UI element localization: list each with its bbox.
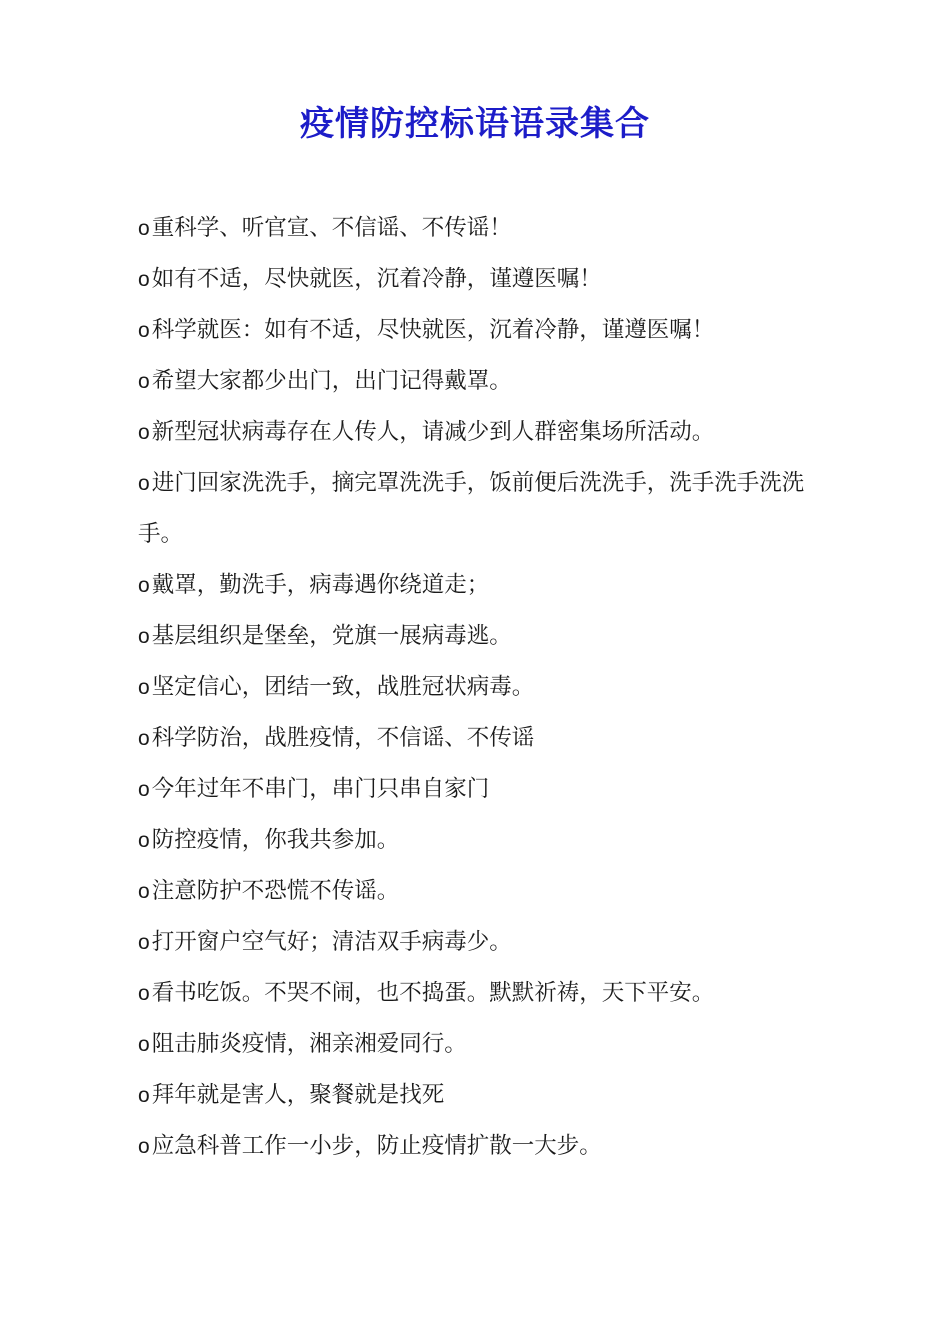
slogan-text: 打开窗户空气好；清洁双手病毒少。 — [151, 929, 512, 955]
list-item — [138, 1070, 838, 1121]
slogan-text: 戴罩，勤洗手，病毒遇你绕道走； — [151, 572, 490, 598]
slogan-text: 希望大家都少出门，出门记得戴罩。 — [151, 368, 512, 394]
slogan-text: 新型冠状病毒存在人传人，请减少到人群密集场所活动。 — [151, 419, 715, 445]
list-item — [138, 458, 838, 560]
bullet-marker: o — [138, 829, 150, 852]
bullet-marker: o — [138, 778, 150, 801]
slogan-text: 拜年就是害人，聚餐就是找死 — [151, 1082, 445, 1108]
list-item — [138, 203, 838, 254]
list-item — [138, 560, 838, 611]
bullet-marker: o — [138, 727, 150, 750]
list-item — [138, 662, 838, 713]
bullet-marker: o — [138, 1084, 150, 1107]
list-item — [138, 917, 838, 968]
list-item — [138, 815, 838, 866]
slogan-text: 如有不适，尽快就医，沉着冷静，谨遵医嘱！ — [151, 266, 602, 292]
list-item — [138, 968, 838, 1019]
bullet-marker: o — [138, 982, 150, 1005]
list-item — [138, 713, 838, 764]
list-item — [138, 764, 838, 815]
bullet-marker: o — [138, 931, 150, 954]
list-item — [138, 866, 838, 917]
bullet-marker: o — [138, 370, 150, 393]
slogan-text: 重科学、听官宣、不信谣、不传谣！ — [151, 215, 512, 241]
bullet-marker: o — [138, 319, 150, 342]
list-item — [138, 1121, 838, 1172]
document-title: 疫情防控标语语录集合 — [300, 104, 650, 144]
slogan-text: 应急科普工作一小步，防止疫情扩散一大步。 — [151, 1133, 602, 1159]
slogan-text: 注意防护不恐慌不传谣。 — [151, 878, 400, 904]
list-item — [138, 1019, 838, 1070]
slogan-text: 阻击肺炎疫情，湘亲湘爱同行。 — [151, 1031, 467, 1057]
slogan-list — [138, 203, 838, 1172]
bullet-marker: o — [138, 625, 150, 648]
slogan-text: 防控疫情，你我共参加。 — [151, 827, 400, 853]
slogan-text: 坚定信心，团结一致，战胜冠状病毒。 — [151, 674, 535, 700]
bullet-marker: o — [138, 268, 150, 291]
slogan-text: 科学就医：如有不适，尽快就医，沉着冷静，谨遵医嘱！ — [151, 317, 715, 343]
slogan-text: 今年过年不串门，串门只串自家门 — [151, 776, 490, 802]
list-item — [138, 356, 838, 407]
bullet-marker: o — [138, 421, 150, 444]
slogan-text: 科学防治，战胜疫情，不信谣、不传谣 — [151, 725, 535, 751]
bullet-marker: o — [138, 676, 150, 699]
bullet-marker: o — [138, 217, 150, 240]
bullet-marker: o — [138, 1135, 150, 1158]
bullet-marker: o — [138, 1033, 150, 1056]
list-item — [138, 254, 838, 305]
slogan-text: 进门回家洗洗手，摘完罩洗洗手，饭前便后洗洗手，洗手洗手洗洗手。 — [138, 470, 805, 547]
slogan-text: 基层组织是堡垒，党旗一展病毒逃。 — [151, 623, 512, 649]
slogan-text: 看书吃饭。不哭不闹，也不捣蛋。默默祈祷，天下平安。 — [151, 980, 715, 1006]
list-item — [138, 407, 838, 458]
list-item — [138, 305, 838, 356]
bullet-marker: o — [138, 574, 150, 597]
bullet-marker: o — [138, 472, 150, 495]
bullet-marker: o — [138, 880, 150, 903]
list-item — [138, 611, 838, 662]
